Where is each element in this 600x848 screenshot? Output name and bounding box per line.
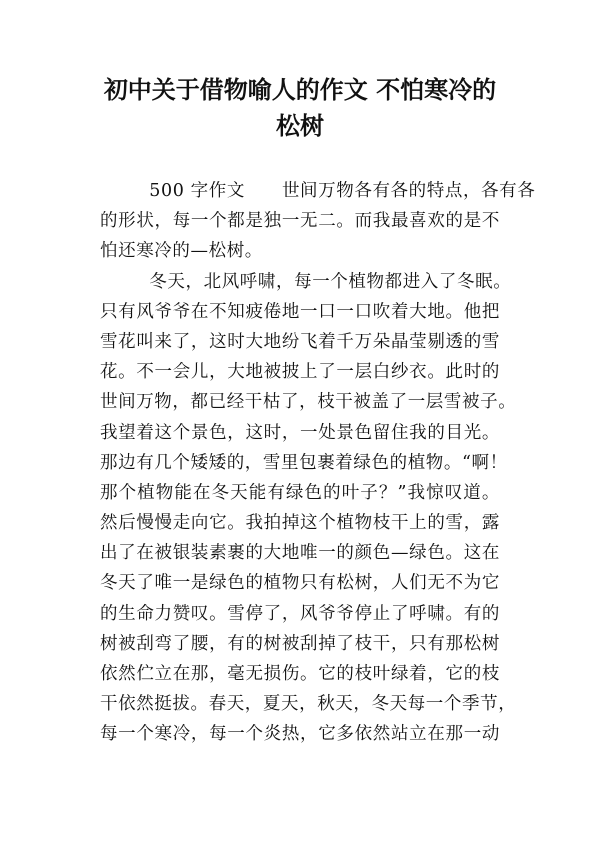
essay-title bbox=[80, 72, 520, 144]
body-line: 我望着这个景色，这时，一处景色留住我的目光。 bbox=[100, 422, 500, 443]
title-line-2: 松树 bbox=[276, 112, 324, 140]
body-line: 树被刮弯了腰，有的树被刮掉了枝干，只有那松树 bbox=[100, 633, 500, 654]
title-line-1: 初中关于借物喻人的作文 不怕寒冷的 bbox=[103, 76, 497, 104]
body-line: 然后慢慢走向它。我拍掉这个植物枝干上的雪，露 bbox=[100, 513, 500, 534]
body-line: 的形状，每一个都是独一无二。而我最喜欢的是不 bbox=[100, 211, 500, 232]
body-line: 冬天，北风呼啸，每一个植物都进入了冬眠。 bbox=[100, 271, 512, 292]
body-line: 花。不一会儿，大地被披上了一层白纱衣。此时的 bbox=[100, 362, 500, 383]
body-line: 冬天了唯一是绿色的植物只有松树，人们无不为它 bbox=[100, 573, 500, 594]
body-line: 那个植物能在冬天能有绿色的叶子？”我惊叹道。 bbox=[100, 482, 500, 503]
body-line: 雪花叫来了，这时大地纷飞着千万朵晶莹剔透的雪 bbox=[100, 331, 500, 352]
body-line: 干依然挺拔。春天，夏天，秋天，冬天每一个季节， bbox=[100, 694, 517, 715]
body-line: 那边有几个矮矮的，雪里包裹着绿色的植物。“啊！ bbox=[100, 452, 508, 473]
body-line: 只有风爷爷在不知疲倦地一口一口吹着大地。他把 bbox=[100, 301, 500, 322]
body-line: 怕还寒冷的—松树。 bbox=[100, 241, 263, 262]
body-line: 的生命力赞叹。雪停了，风爷爷停止了呼啸。有的 bbox=[100, 603, 500, 624]
body-line: 世间万物，都已经干枯了，枝干被盖了一层雪被子。 bbox=[100, 392, 517, 413]
essay-body bbox=[100, 176, 536, 750]
body-line: 500 字作文 世间万物各有各的特点，各有各 bbox=[100, 181, 536, 201]
body-line: 每一个寒冷，每一个炎热，它多依然站立在那一动 bbox=[100, 724, 500, 745]
body-line: 依然伫立在那，毫无损伤。它的枝叶绿着，它的枝 bbox=[100, 664, 500, 684]
body-line: 出了在被银装素裹的大地唯一的颜色—绿色。这在 bbox=[100, 543, 500, 564]
